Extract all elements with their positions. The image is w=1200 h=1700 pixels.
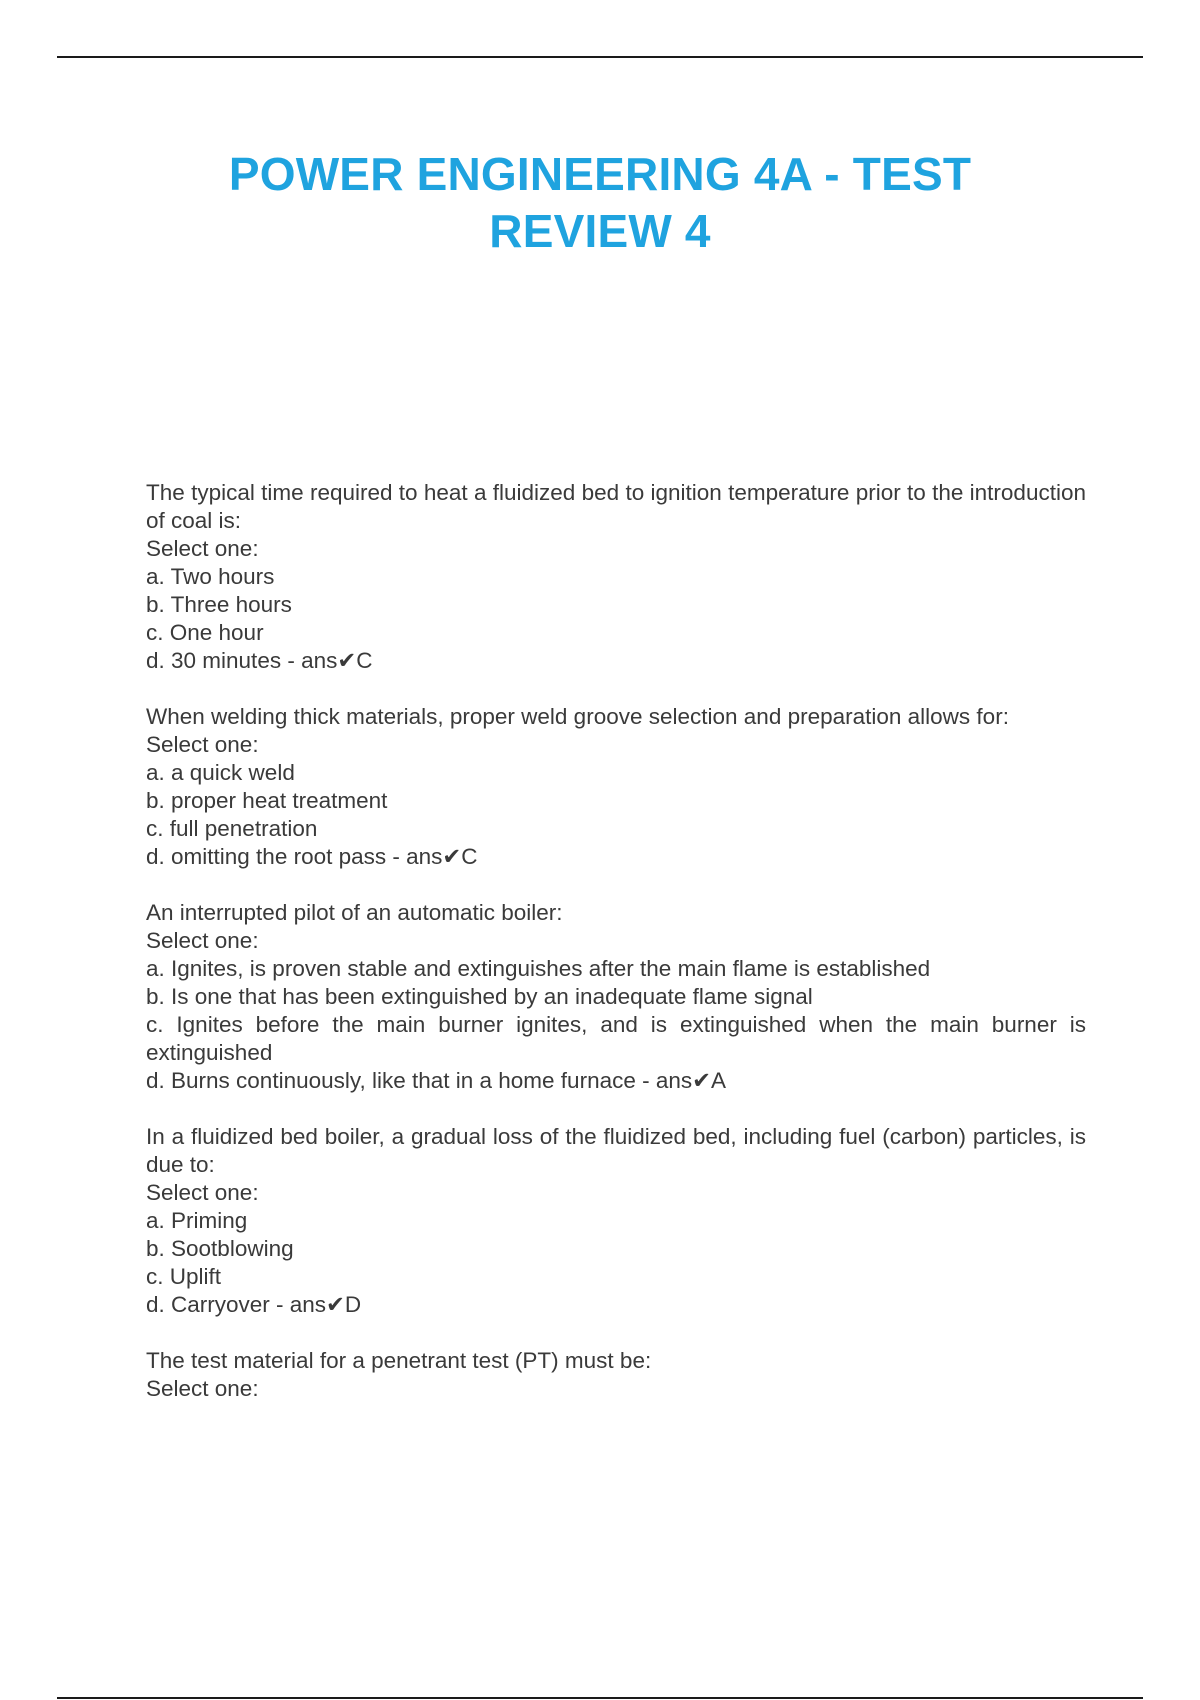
select-prompt: Select one: — [146, 1376, 259, 1401]
option-b: b. proper heat treatment — [146, 788, 388, 813]
title-line-2: REVIEW 4 — [489, 205, 711, 257]
bottom-rule — [57, 1697, 1143, 1699]
option-a: a. a quick weld — [146, 760, 295, 785]
question-5 — [146, 1347, 1086, 1403]
select-prompt: Select one: — [146, 928, 259, 953]
question-text: When welding thick materials, proper weld groove selection and preparation allows for: — [146, 704, 1009, 729]
option-c: c. One hour — [146, 620, 264, 645]
question-text: In a fluidized bed boiler, a gradual loss of the fluidized bed, including fuel (carbon) particles, is due to: — [146, 1124, 1086, 1177]
select-prompt: Select one: — [146, 732, 259, 757]
option-b: b. Sootblowing — [146, 1236, 294, 1261]
option-d-with-answer: d. omitting the root pass - ans✔C — [146, 844, 478, 869]
option-a: a. Ignites, is proven stable and extinguishes after the main flame is established — [146, 956, 931, 981]
option-a: a. Priming — [146, 1208, 248, 1233]
document-title — [150, 146, 1050, 260]
question-text: The test material for a penetrant test (PT) must be: — [146, 1348, 652, 1373]
option-c: c. Ignites before the main burner ignites, and is extinguished when the main burner is extinguished — [146, 1012, 1086, 1065]
option-b: b. Is one that has been extinguished by an inadequate flame signal — [146, 984, 813, 1009]
option-c: c. full penetration — [146, 816, 318, 841]
top-rule — [57, 56, 1143, 58]
question-1 — [146, 479, 1086, 675]
option-d-with-answer: d. Burns continuously, like that in a home furnace - ans✔A — [146, 1068, 726, 1093]
select-prompt: Select one: — [146, 1180, 259, 1205]
title-line-1: POWER ENGINEERING 4A - TEST — [228, 148, 972, 200]
option-c: c. Uplift — [146, 1264, 222, 1289]
option-b: b. Three hours — [146, 592, 292, 617]
question-2 — [146, 703, 1086, 871]
option-d-with-answer: d. Carryover - ans✔D — [146, 1292, 362, 1317]
question-4 — [146, 1123, 1086, 1319]
question-list — [146, 479, 1086, 1431]
option-a: a. Two hours — [146, 564, 275, 589]
select-prompt: Select one: — [146, 536, 259, 561]
question-3 — [146, 899, 1086, 1095]
question-text: The typical time required to heat a fluidized bed to ignition temperature prior to the introduction of coal is: — [146, 480, 1086, 533]
option-d-with-answer: d. 30 minutes - ans✔C — [146, 648, 373, 673]
question-text: An interrupted pilot of an automatic boiler: — [146, 900, 563, 925]
